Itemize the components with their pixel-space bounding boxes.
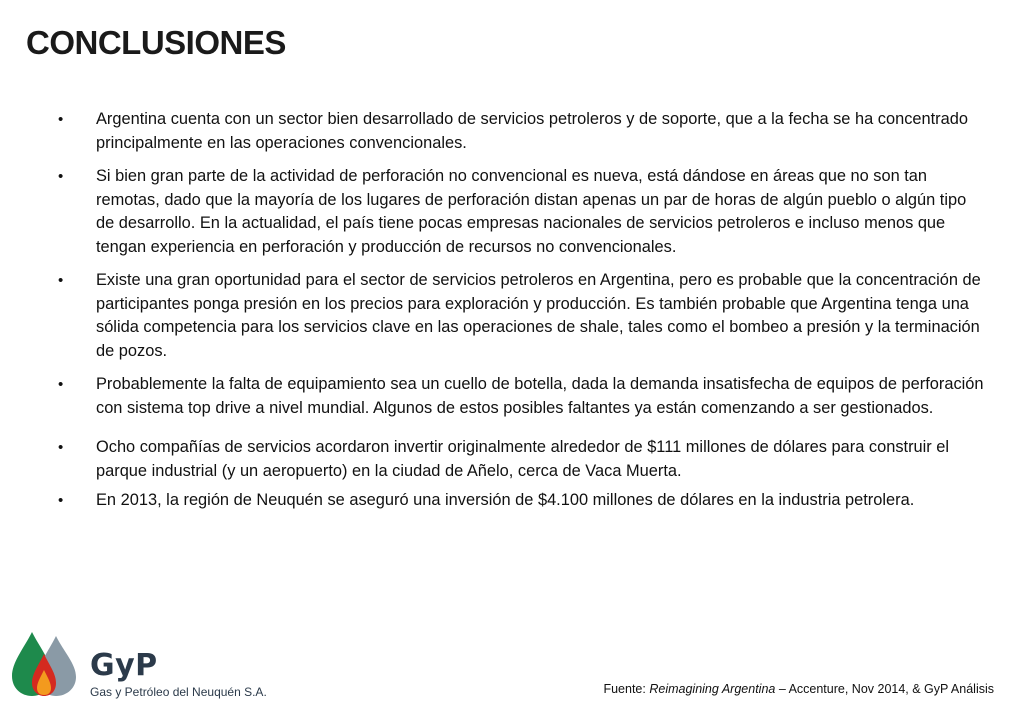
list-item: • Si bien gran parte de la actividad de perforación no convencional es nueva, está dándose en áreas que no son tan remotas, dado que la mayoría de los lugares de perforación distan apenas un par de horas de algún pueblo o algún tipo de desarrollo. En la actualidad, el país tiene pocas empresas nacionales de servicios petroleros e incluso menos que tengan experiencia en perforación y producción de recursos no convencionales. — [58, 165, 988, 259]
source-note — [603, 682, 994, 696]
source-prefix: Fuente: — [603, 682, 650, 696]
list-item: • Probablemente la falta de equipamiento sea un cuello de botella, dada la demanda insatisfecha de equipos de perforación con sistema top drive a nivel mundial. Algunos de estos posibles faltantes ya están comenzando a ser gestionados. — [58, 373, 988, 420]
flame-drops-icon — [10, 630, 80, 698]
logo-subtitle: Gas y Petróleo del Neuquén S.A. — [90, 685, 267, 699]
list-item: • Existe una gran oportunidad para el sector de servicios petroleros en Argentina, pero es probable que la concentración de participantes ponga presión en los precios para exploración y producción. Es también probable que Argentina tenga una sólida competencia para los servicios clave en las operaciones de shale, tales como el bombeo a presión y la terminación de pozos. — [58, 269, 988, 363]
list-item: • Argentina cuenta con un sector bien desarrollado de servicios petroleros y de soporte, que a la fecha se ha concentrado principalmente en las operaciones convencionales. — [58, 108, 988, 155]
logo-name: GyP — [90, 648, 158, 683]
slide-title: CONCLUSIONES — [26, 24, 286, 61]
list-item: • Ocho compañías de servicios acordaron invertir originalmente alrededor de $111 millones de dólares para construir el parque industrial (y un aeropuerto) en la ciudad de Añelo, cerca de Vaca Muerta. — [58, 436, 988, 483]
company-logo — [10, 630, 270, 702]
conclusions-list — [58, 108, 988, 513]
list-item: • En 2013, la región de Neuquén se aseguró una inversión de $4.100 millones de dólares en la industria petrolera. — [58, 489, 988, 513]
source-suffix: – Accenture, Nov 2014, & GyP Análisis — [775, 682, 994, 696]
source-work: Reimagining Argentina — [649, 682, 776, 696]
